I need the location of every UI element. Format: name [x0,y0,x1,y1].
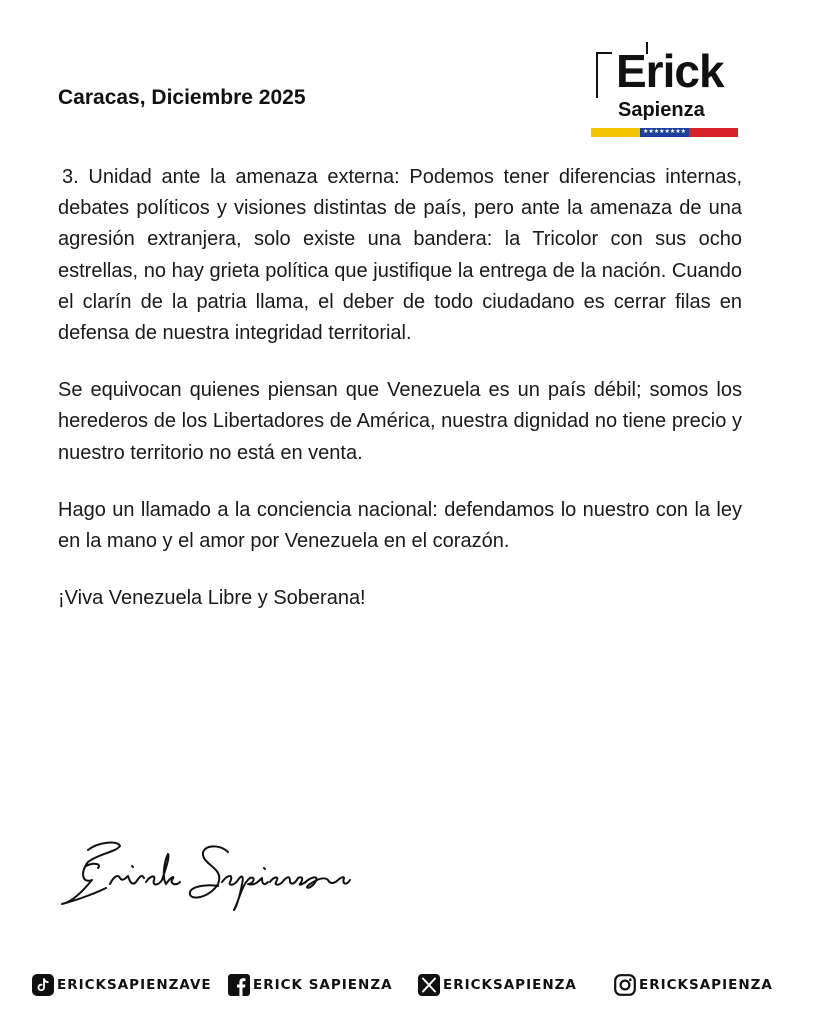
x-icon [418,974,440,996]
social-tiktok[interactable] [32,970,212,1000]
handwritten-signature [58,832,358,922]
logo-name-top: Erick [616,45,724,97]
instagram-handle: ERICKSAPIENZA [639,977,773,993]
social-links-bar [32,970,792,1002]
paragraph-call: Hago un llamado a la conciencia nacional: defendamos lo nuestro con la ley en la mano y el amor por Venezuela en el corazón. [58,498,742,553]
facebook-icon [228,974,250,996]
social-facebook[interactable] [228,970,393,1000]
x-handle: ERICKSAPIENZA [443,977,577,993]
logo-flag-stripe [591,128,738,137]
paragraph-heirs: Se equivocan quienes piensan que Venezuela es un país débil; somos los herederos de los Libertadores de América, nuestra dignidad no tiene precio y nuestro territorio no está en venta. [58,379,742,464]
flag-yellow [591,128,640,137]
flag-blue-stars: ★★★★★★★★ [640,128,689,137]
flag-red [689,128,738,137]
paragraph-closing: ¡Viva Venezuela Libre y Soberana! [58,587,366,610]
tiktok-icon [32,974,54,996]
brand-logo [588,42,740,140]
instagram-icon [614,974,636,996]
social-instagram[interactable] [614,970,773,1000]
social-x[interactable] [418,970,577,1000]
paragraph-unity: 3. Unidad ante la amenaza externa: Podemos tener diferencias internas, debates políticos y visiones distintas de país, pero ante la amenaza de una agresión extranjera, solo existe una bandera: la Tricolor con sus ocho estrellas, no hay grieta política que justifique la entrega de la nación. Cuando el clarín de la patria llama, el deber de todo ciudadano es cerrar filas en defensa de nuestra integridad territorial. [58,166,742,345]
facebook-handle: ERICK SAPIENZA [253,977,393,993]
tiktok-handle: ERICKSAPIENZAVE [57,977,212,993]
logo-frame [596,52,612,98]
letter-body [58,162,742,640]
logo-name-bottom: Sapienza [618,99,705,121]
date-line: Caracas, Diciembre 2025 [58,86,306,109]
